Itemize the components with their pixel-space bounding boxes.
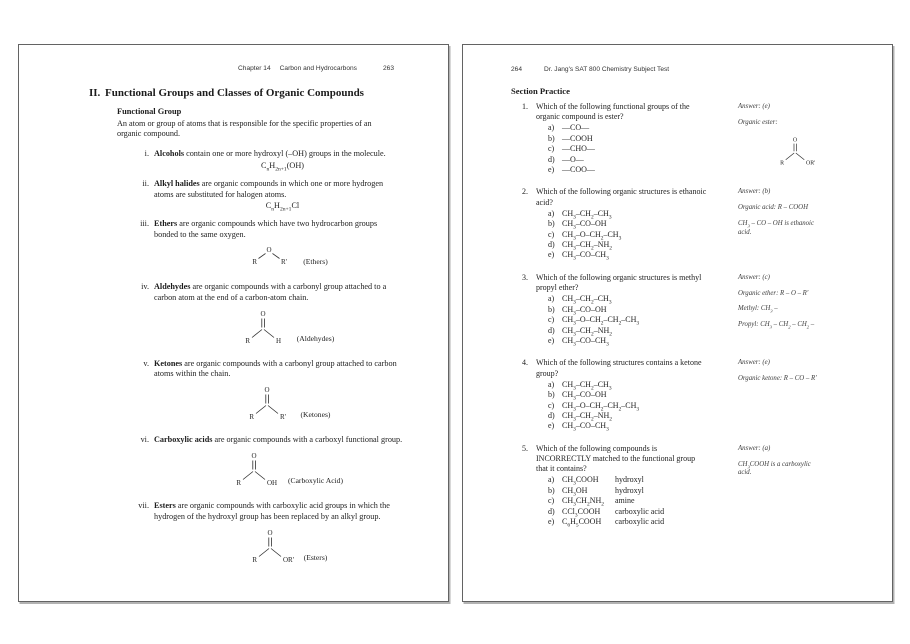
item-body — [154, 282, 419, 351]
option-letter: e) — [548, 335, 555, 345]
item-numeral: iii. — [140, 219, 149, 229]
option-letter: e) — [548, 250, 555, 260]
question-text: Which of the following organic structures is methyl propyl ether? — [536, 272, 702, 293]
option-letter: e) — [548, 516, 555, 526]
option-letter: a) — [548, 294, 555, 304]
list-item — [135, 435, 419, 493]
option-text: $CH_3-CH_2-NH_2$ — [562, 410, 612, 423]
option-text: $CH_3-CH_2-NH_2$ — [562, 240, 612, 252]
right-page-number: 264 — [511, 66, 523, 73]
item-description: are organic compounds with a carbonyl group attached to carbon atoms within the chain. — [154, 358, 397, 379]
option-letter: a) — [548, 123, 555, 133]
atom-label: O — [266, 246, 272, 255]
option-row — [548, 486, 884, 496]
ether-skeleton — [237, 243, 301, 269]
option-text: $CH_3CH_2NH_2$ — [562, 496, 604, 508]
item-term: Alcohols — [154, 149, 185, 159]
option-row — [548, 250, 884, 263]
atom-label: O — [251, 452, 257, 461]
item-term: Alkyl halides — [154, 178, 200, 188]
item-body — [154, 501, 419, 570]
structure-diagram — [238, 525, 328, 565]
item-body — [154, 435, 419, 493]
option-row — [548, 517, 884, 527]
structure-figure — [154, 306, 419, 351]
margin-note: Organic ester: — [738, 118, 778, 126]
margin-answer: Answer: (b) — [738, 188, 771, 196]
atom-label: R' — [279, 413, 286, 422]
item-description: are organic compounds with a carboxyl functional group. — [212, 435, 403, 445]
option-text: $CH_3COOH$ — [562, 475, 599, 487]
margin-note: Organic ketone: R – CO – R' — [738, 375, 817, 383]
item-extras — [154, 243, 419, 274]
chapter-title: Carbon and Hydrocarbons — [279, 65, 357, 72]
structure-figure — [154, 243, 419, 274]
option-letter: b) — [548, 390, 555, 400]
item-text — [154, 359, 419, 381]
chemical-formula: $C_nH_{2n+1}Cl$ — [265, 201, 300, 214]
option-letter: e) — [548, 421, 555, 431]
item-term: Ethers — [154, 219, 178, 229]
option-text: —O— — [562, 154, 584, 164]
item-text — [154, 282, 419, 304]
option-row — [548, 421, 884, 431]
item-term: Aldehydes — [154, 282, 191, 292]
margin-answer: Answer: (e) — [738, 103, 770, 110]
item-text — [154, 501, 419, 523]
atom-label: R' — [281, 258, 288, 267]
option-letter: a) — [548, 208, 555, 218]
structure-figure — [154, 525, 419, 570]
item-numeral: vii. — [138, 501, 149, 511]
option-text: —CHO— — [562, 144, 595, 154]
option-letter: d) — [548, 154, 555, 164]
atom-label: H — [275, 336, 281, 345]
item-text — [154, 435, 419, 446]
option-text: $CH_3-CO-CH_3$ — [562, 250, 609, 263]
option-text: $CH_3-CH_2-CH_3$ — [562, 379, 612, 392]
option-row — [548, 240, 884, 250]
margin-answer: Answer: (c) — [738, 273, 770, 281]
item-numeral: v. — [143, 358, 149, 368]
answer-margin — [738, 103, 880, 170]
item-numeral: vi. — [140, 435, 149, 445]
option-text: $CH_3-CO-CH_3$ — [562, 421, 609, 433]
margin-note: Propyl: $CH_3 - CH_2 - CH_2$ – — [738, 321, 815, 330]
list-item — [135, 179, 419, 212]
option-list — [548, 380, 884, 432]
option-letter: c) — [548, 315, 555, 325]
right-running-head — [511, 66, 669, 73]
carbonyl-skeleton — [235, 382, 299, 422]
carbonyl-skeleton — [231, 306, 295, 346]
margin-note: Methyl: $CH_3$ – — [738, 305, 778, 314]
question-number: 4. — [522, 358, 528, 368]
left-page-number: 263 — [382, 65, 394, 72]
atom-label: R — [236, 479, 241, 488]
item-text — [154, 149, 419, 160]
item-extras — [154, 306, 419, 351]
item-extras — [154, 382, 419, 427]
answer-margin — [738, 274, 880, 330]
section-heading — [89, 87, 419, 100]
option-row — [548, 336, 884, 346]
atom-label: O — [263, 386, 270, 395]
left-page-body — [117, 107, 419, 570]
item-description: are organic compounds in which one or more hydrogen atoms are substituted for halogen atoms. — [154, 178, 384, 199]
functional-group-subhead: Functional Group — [117, 107, 182, 116]
carbonyl-skeleton — [222, 448, 286, 488]
structure-diagram — [222, 448, 343, 488]
atom-label: R — [780, 159, 785, 166]
option-text: CCl$_3$COOH — [562, 506, 601, 519]
option-text: $CH_3-CO-CH_3$ — [562, 335, 609, 348]
item-term: Carboxylic acids — [154, 435, 213, 445]
option-text: $CH_3-O-CH_2-CH_2-CH_3$ — [562, 400, 640, 413]
structure-diagram — [768, 133, 822, 167]
structure-diagram — [237, 243, 327, 269]
atom-label: R — [252, 258, 258, 267]
option-row — [548, 507, 884, 517]
option-letter: d) — [548, 506, 555, 516]
question — [522, 273, 884, 346]
carbonyl-skeleton — [238, 525, 302, 565]
question-row — [522, 273, 734, 293]
item-body — [154, 149, 419, 171]
structure-caption: (Ketones) — [300, 410, 331, 420]
section-practice-heading: Section Practice — [511, 86, 570, 96]
intro-paragraph: An atom or group of atoms that is responsible for the specific properties of an organic compound. — [117, 118, 372, 139]
item-description: contain one or more hydroxyl (–OH) groups in the molecule. — [184, 149, 386, 159]
structure-caption: (Aldehydes) — [296, 333, 335, 343]
item-text — [154, 219, 419, 241]
option-letter: d) — [548, 240, 555, 250]
option-text: —COOH — [562, 133, 593, 143]
left-running-head — [238, 65, 394, 72]
atom-label: O — [260, 309, 266, 318]
item-term: Esters — [154, 501, 176, 511]
item-body — [154, 179, 419, 212]
structure-caption: (Carboxylic Acid) — [287, 476, 344, 486]
question-row — [522, 187, 734, 207]
option-letter: d) — [548, 325, 555, 335]
option-letter: b) — [548, 304, 555, 314]
structure-caption: (Esters) — [303, 552, 328, 562]
list-item — [135, 501, 419, 570]
question-row — [522, 444, 734, 475]
item-body — [154, 219, 419, 274]
list-item — [135, 282, 419, 351]
option-match: amine — [615, 496, 635, 506]
option-letter: c) — [548, 144, 555, 154]
item-description: are organic compounds with a carbonyl group attached to a carbon atom at the end of a carbon-atom chain. — [154, 282, 387, 302]
option-text: $CH_3-CH_2-CH_3$ — [562, 294, 612, 306]
item-description: are organic compounds which have two hydrocarbon groups bonded to the same oxygen. — [154, 219, 378, 240]
question-number: 5. — [522, 443, 528, 453]
option-text: —COO— — [562, 165, 595, 175]
option-text: $CH_3-CO-OH$ — [562, 390, 607, 402]
question-row — [522, 358, 734, 378]
item-extras — [154, 448, 419, 493]
functional-group-list — [135, 149, 419, 570]
list-item — [135, 359, 419, 428]
item-extras — [154, 160, 419, 173]
option-letter: c) — [548, 229, 555, 239]
option-letter: a) — [548, 475, 555, 485]
atom-label: R — [252, 555, 257, 564]
item-extras — [154, 525, 419, 570]
left-page — [18, 44, 449, 602]
list-item — [135, 149, 419, 171]
item-extras — [154, 201, 419, 214]
question-row — [522, 102, 734, 122]
option-match: hydroxyl — [615, 485, 644, 495]
atom-label: OR' — [805, 159, 816, 166]
option-row — [548, 496, 884, 506]
chapter-label: Chapter 14 — [238, 65, 271, 72]
option-letter: a) — [548, 379, 555, 389]
structure-diagram — [231, 306, 335, 346]
item-text — [154, 179, 419, 201]
option-text: $CH_3-CO-OH$ — [562, 304, 607, 317]
right-page — [462, 44, 893, 602]
margin-note: Organic ether: R – O – R' — [738, 289, 809, 297]
question-text: Which of the following functional groups of the organic compound is ester? — [536, 102, 690, 122]
option-text: $CH_3-O-CH_2-CH_3$ — [562, 229, 622, 242]
option-letter: b) — [548, 485, 555, 495]
left-page-content — [89, 87, 419, 578]
atom-label: OR' — [282, 555, 294, 564]
carbonyl-skeleton — [768, 133, 822, 167]
option-match: carboxylic acid — [615, 516, 665, 526]
option-text: —CO— — [562, 123, 590, 133]
question — [522, 358, 884, 431]
option-letter: b) — [548, 133, 555, 143]
item-body — [154, 359, 419, 428]
item-description: are organic compounds with carboxylic acid groups in which the hydrogen of the hydroxyl group has been replaced by an alkyl group. — [154, 501, 390, 521]
answer-margin — [738, 445, 880, 478]
atom-label: R — [248, 413, 254, 422]
margin-answer: Answer: (a) — [738, 444, 771, 452]
margin-note: Organic acid: R – COOH — [738, 204, 808, 212]
option-text: $CH_3-CH_2-CH_3$ — [562, 208, 612, 221]
question — [522, 444, 884, 528]
option-letter: d) — [548, 410, 555, 420]
book-title: Dr. Jang's SAT 800 Chemistry Subject Test — [544, 66, 670, 73]
chemical-formula: $C_nH_{2n+1}(OH)$ — [261, 160, 304, 173]
structure-figure — [154, 382, 419, 427]
option-text: $CH_3-O-CH_2-CH_2-CH_3$ — [562, 315, 640, 327]
structure-diagram — [235, 382, 331, 422]
question-number: 1. — [522, 102, 528, 111]
option-row — [548, 401, 884, 411]
list-item — [135, 219, 419, 274]
question-number: 3. — [522, 272, 528, 282]
atom-label: R — [245, 336, 250, 345]
option-match: carboxylic acid — [615, 506, 665, 516]
question-text: Which of the following structures contains a ketone group? — [536, 358, 702, 378]
atom-label: O — [792, 137, 798, 144]
option-letter: c) — [548, 400, 555, 410]
structure-caption: (Ethers) — [303, 257, 328, 267]
section-title: Functional Groups and Classes of Organic Compounds — [105, 87, 364, 99]
question-text: Which of the following compounds is INCORRECTLY matched to the functional group that it contains? — [536, 443, 696, 474]
structure-figure — [154, 448, 419, 493]
item-numeral: ii. — [142, 178, 149, 188]
question — [522, 102, 884, 175]
option-text: $CH_3-CO-OH$ — [562, 219, 607, 231]
option-text: $CH_3-CH_2-NH_2$ — [562, 325, 612, 338]
answer-margin — [738, 359, 880, 384]
answer-margin — [738, 188, 880, 237]
option-text: $C_6H_5COOH$ — [562, 516, 602, 529]
question-text: Which of the following organic structures is ethanoic acid? — [536, 187, 707, 207]
atom-label: O — [267, 528, 273, 537]
option-row — [548, 411, 884, 421]
margin-answer: Answer: (e) — [738, 359, 770, 367]
option-text: $CH_3OH$ — [562, 485, 588, 498]
question-number: 2. — [522, 187, 528, 197]
margin-note: $CH_3$ – CO – OH is ethanoic acid. — [738, 220, 814, 236]
question — [522, 187, 884, 263]
margin-note: $CH_3COOH$ is a carboxylic acid. — [738, 460, 811, 477]
item-numeral: iv. — [141, 282, 149, 292]
question-list — [522, 102, 884, 539]
atom-label: OH — [266, 479, 278, 488]
option-match: hydroxyl — [615, 475, 644, 485]
option-row — [548, 390, 884, 400]
option-list — [548, 475, 884, 527]
section-numeral: II. — [89, 87, 101, 99]
option-letter: e) — [548, 165, 555, 175]
option-letter: b) — [548, 219, 555, 229]
item-term: Ketones — [154, 358, 183, 368]
item-numeral: i. — [144, 149, 149, 159]
option-letter: c) — [548, 496, 555, 506]
